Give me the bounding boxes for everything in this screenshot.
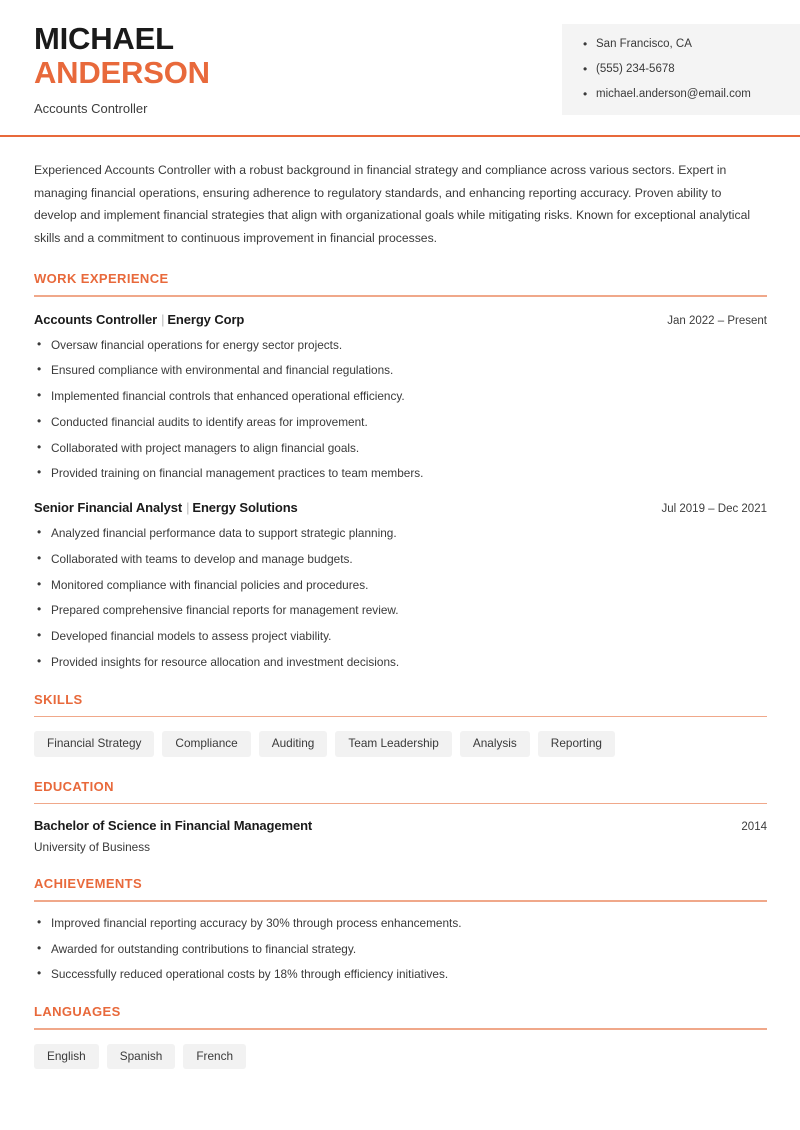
skill-chip: Compliance: [162, 731, 250, 757]
section-work-experience: [34, 271, 767, 669]
section-divider: [34, 295, 767, 297]
job-role: Senior Financial Analyst: [34, 500, 183, 516]
education-entry-header: [34, 818, 767, 833]
job-title-separator: |: [186, 500, 190, 516]
section-divider: [34, 716, 767, 718]
contact-item-location: • San Francisco, CA: [582, 38, 800, 52]
job-responsibility-list: [34, 526, 767, 669]
section-title-work-experience: WORK EXPERIENCE: [34, 271, 169, 287]
list-item: • Provided training on financial management practices to team members.: [34, 466, 767, 481]
language-chip: English: [34, 1044, 99, 1070]
contact-list: [582, 38, 800, 101]
skill-chip: Team Leadership: [335, 731, 452, 757]
section-languages: [34, 1004, 767, 1069]
list-item: • Successfully reduced operational costs by 18% through efficiency initiatives.: [34, 967, 767, 982]
list-item: • Prepared comprehensive financial reports for management review.: [34, 603, 767, 618]
list-item: • Provided insights for resource allocation and investment decisions.: [34, 655, 767, 670]
list-item: • Collaborated with project managers to align financial goals.: [34, 441, 767, 456]
header-job-title: Accounts Controller: [34, 100, 148, 116]
section-title-achievements: ACHIEVEMENTS: [34, 876, 143, 892]
skill-chip: Reporting: [538, 731, 615, 757]
list-item: • Improved financial reporting accuracy by 30% through process enhancements.: [34, 916, 767, 931]
section-achievements: [34, 876, 767, 982]
skill-chip: Analysis: [460, 731, 530, 757]
list-item: • Oversaw financial operations for energy sector projects.: [34, 338, 767, 353]
languages-chip-list: [34, 1044, 767, 1070]
list-item: • Developed financial models to assess project viability.: [34, 629, 767, 644]
job-role: Accounts Controller: [34, 311, 158, 327]
section-divider: [34, 1028, 767, 1030]
first-name: MICHAEL: [34, 21, 174, 56]
contact-info-box: [562, 24, 800, 115]
section-divider: [34, 803, 767, 805]
header-identity: [0, 0, 210, 116]
header-divider: [0, 135, 800, 137]
section-title-skills: SKILLS: [34, 691, 83, 707]
section-education: [34, 779, 767, 855]
section-title-education: EDUCATION: [34, 778, 114, 794]
experience-entry-header: [34, 499, 767, 517]
job-company: Energy Corp: [167, 311, 245, 327]
job-date-range: Jan 2022 – Present: [667, 314, 767, 327]
achievements-list: [34, 916, 767, 982]
last-name: ANDERSON: [34, 55, 210, 91]
job-date-range: Jul 2019 – Dec 2021: [661, 503, 767, 516]
list-item: • Awarded for outstanding contributions to financial strategy.: [34, 942, 767, 957]
resume-body: [0, 159, 800, 1069]
language-chip: Spanish: [107, 1044, 176, 1070]
education-entry: [34, 818, 767, 854]
list-item: • Conducted financial audits to identify areas for improvement.: [34, 415, 767, 430]
experience-entry: [34, 499, 767, 669]
language-chip: French: [183, 1044, 246, 1070]
skills-chip-list: [34, 731, 767, 757]
contact-item-email: • michael.anderson@email.com: [582, 88, 800, 102]
section-skills: [34, 692, 767, 757]
list-item: • Collaborated with teams to develop and manage budgets.: [34, 552, 767, 567]
resume-header: [0, 0, 800, 137]
experience-title-line: [34, 499, 298, 517]
skill-chip: Financial Strategy: [34, 731, 154, 757]
section-divider: [34, 900, 767, 902]
list-item: • Ensured compliance with environmental and financial regulations.: [34, 363, 767, 378]
job-company: Energy Solutions: [192, 500, 298, 516]
contact-item-phone: • (555) 234-5678: [582, 63, 800, 77]
skill-chip: Auditing: [259, 731, 328, 757]
education-degree: Bachelor of Science in Financial Management: [34, 818, 313, 834]
professional-summary: Experienced Accounts Controller with a robust background in financial strategy and compliance across various sectors. Expert in managing financial operations, ensuring adherence to regulatory standards, and enhancing reporting accuracy. Proven ability to develop and implement financial strategies that align with organizational goals while mitigating risks. Known for exceptional analytical skills and a commitment to continuous improvement in financial processes.: [34, 163, 751, 245]
job-responsibility-list: [34, 338, 767, 481]
experience-entry: [34, 311, 767, 481]
list-item: • Analyzed financial performance data to support strategic planning.: [34, 526, 767, 541]
job-title-separator: |: [161, 311, 165, 327]
education-year: 2014: [741, 821, 767, 834]
experience-entry-header: [34, 311, 767, 329]
list-item: • Implemented financial controls that enhanced operational efficiency.: [34, 389, 767, 404]
list-item: • Monitored compliance with financial policies and procedures.: [34, 578, 767, 593]
experience-title-line: [34, 311, 244, 329]
education-school: University of Business: [34, 840, 151, 855]
section-title-languages: LANGUAGES: [34, 1004, 121, 1020]
